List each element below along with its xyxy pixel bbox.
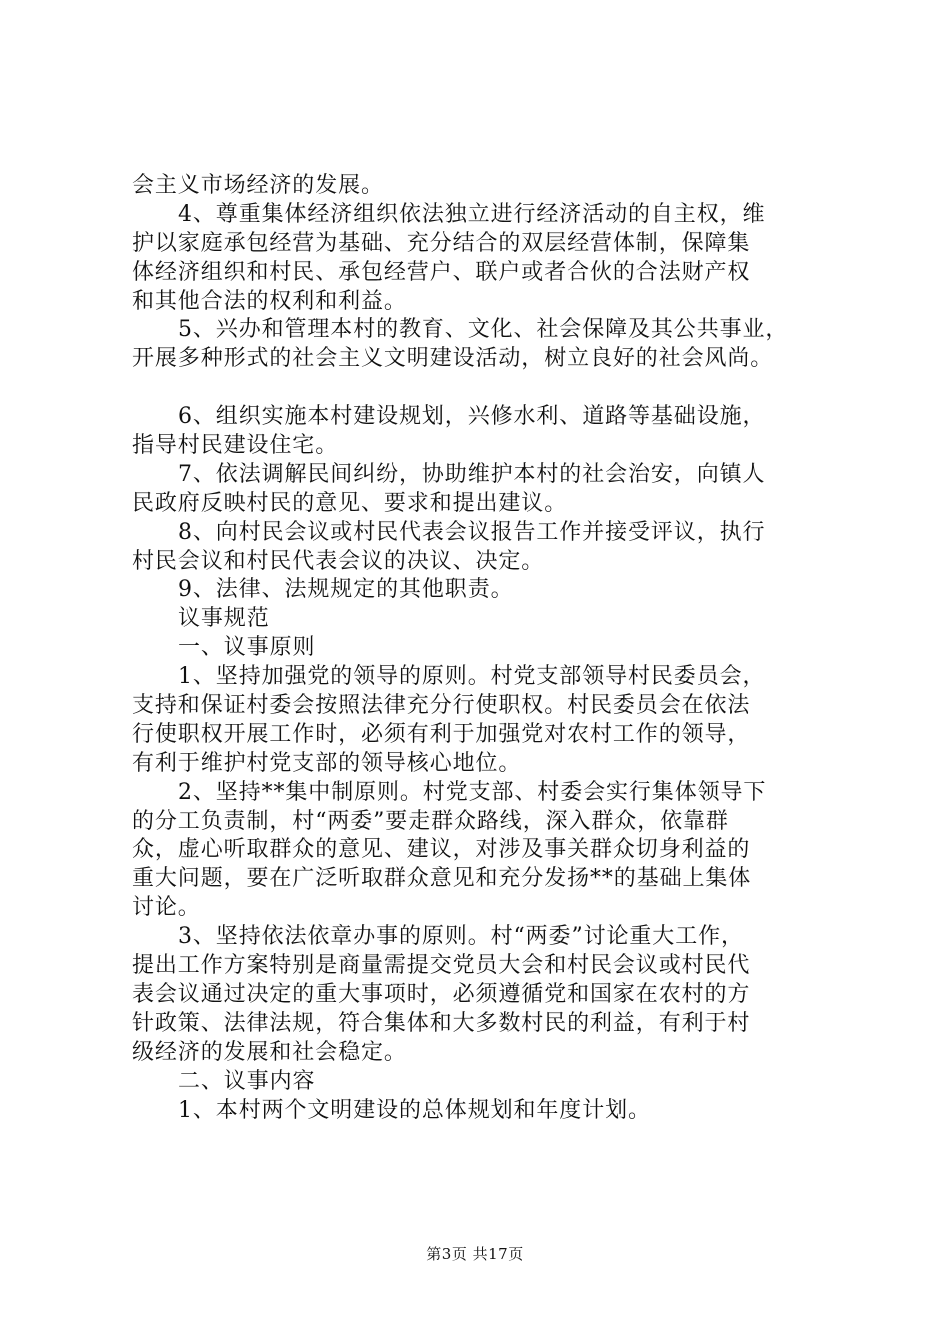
page-footer: 第3页 共17页 [426, 1245, 524, 1263]
text-line: 体经济组织和村民、承包经营户、联户或者合伙的合法财产权 [132, 259, 751, 285]
document-body [132, 172, 832, 1125]
text-line: 指导村民建设住宅。 [132, 433, 339, 459]
text-line: 9、法律、法规规定的其他职责。 [178, 577, 514, 603]
text-line: 讨论。 [132, 895, 201, 921]
text-line: 二、议事内容 [178, 1068, 316, 1094]
text-line: 提出工作方案特别是商量需提交党员大会和村民会议或村民代 [132, 953, 751, 979]
text-line: 会主义市场经济的发展。 [132, 173, 384, 198]
text-line: 级经济的发展和社会稳定。 [132, 1039, 407, 1065]
text-line: 表会议通过决定的重大事项时，必须遵循党和国家在农村的方 [132, 981, 751, 1007]
text-line: 行使职权开展工作时，必须有利于加强党对农村工作的领导， [132, 721, 751, 747]
text-line: 5、兴办和管理本村的教育、文化、社会保障及其公共事业， [178, 317, 789, 343]
text-line: 3、坚持依法依章办事的原则。村“两委”讨论重大工作， [178, 924, 744, 950]
text-line: 村民会议和村民代表会议的决议、决定。 [132, 548, 545, 574]
blank-line [132, 374, 832, 403]
text-line: 议事规范 [178, 606, 270, 632]
text-line: 众，虚心听取群众的意见、建议，对涉及事关群众切身利益的 [132, 837, 751, 863]
text-line: 和其他合法的权利和利益。 [132, 288, 407, 314]
text-line: 有利于维护村党支部的领导核心地位。 [132, 750, 522, 776]
text-line: 1、坚持加强党的领导的原则。村党支部领导村民委员会， [178, 664, 766, 690]
text-line: 4、尊重集体经济组织依法独立进行经济活动的自主权，维 [178, 201, 766, 227]
text-line: 6、组织实施本村建设规划，兴修水利、道路等基础设施， [178, 404, 766, 430]
text-line: 开展多种形式的社会主义文明建设活动，树立良好的社会风尚。 [132, 346, 774, 372]
text-line: 2、坚持**集中制原则。村党支部、村委会实行集体领导下 [178, 779, 767, 805]
text-line: 7、依法调解民间纠纷，协助维护本村的社会治安，向镇人 [178, 461, 766, 487]
text-line: 的分工负责制，村“两委”要走群众路线，深入群众，依靠群 [132, 808, 729, 834]
text-line: 一、议事原则 [178, 635, 316, 661]
text-line: 重大问题，要在广泛听取群众意见和充分发扬**的基础上集体 [132, 866, 752, 892]
text-line: 护以家庭承包经营为基础、充分结合的双层经营体制，保障集 [132, 230, 751, 256]
text-line: 1、本村两个文明建设的总体规划和年度计划。 [178, 1097, 651, 1123]
text-line: 针政策、法律法规，符合集体和大多数村民的利益，有利于村 [132, 1010, 751, 1036]
text-line: 支持和保证村委会按照法律充分行使职权。村民委员会在依法 [132, 693, 751, 719]
text-line: 民政府反映村民的意见、要求和提出建议。 [132, 490, 568, 516]
text-line: 8、向村民会议或村民代表会议报告工作并接受评议，执行 [178, 519, 766, 545]
